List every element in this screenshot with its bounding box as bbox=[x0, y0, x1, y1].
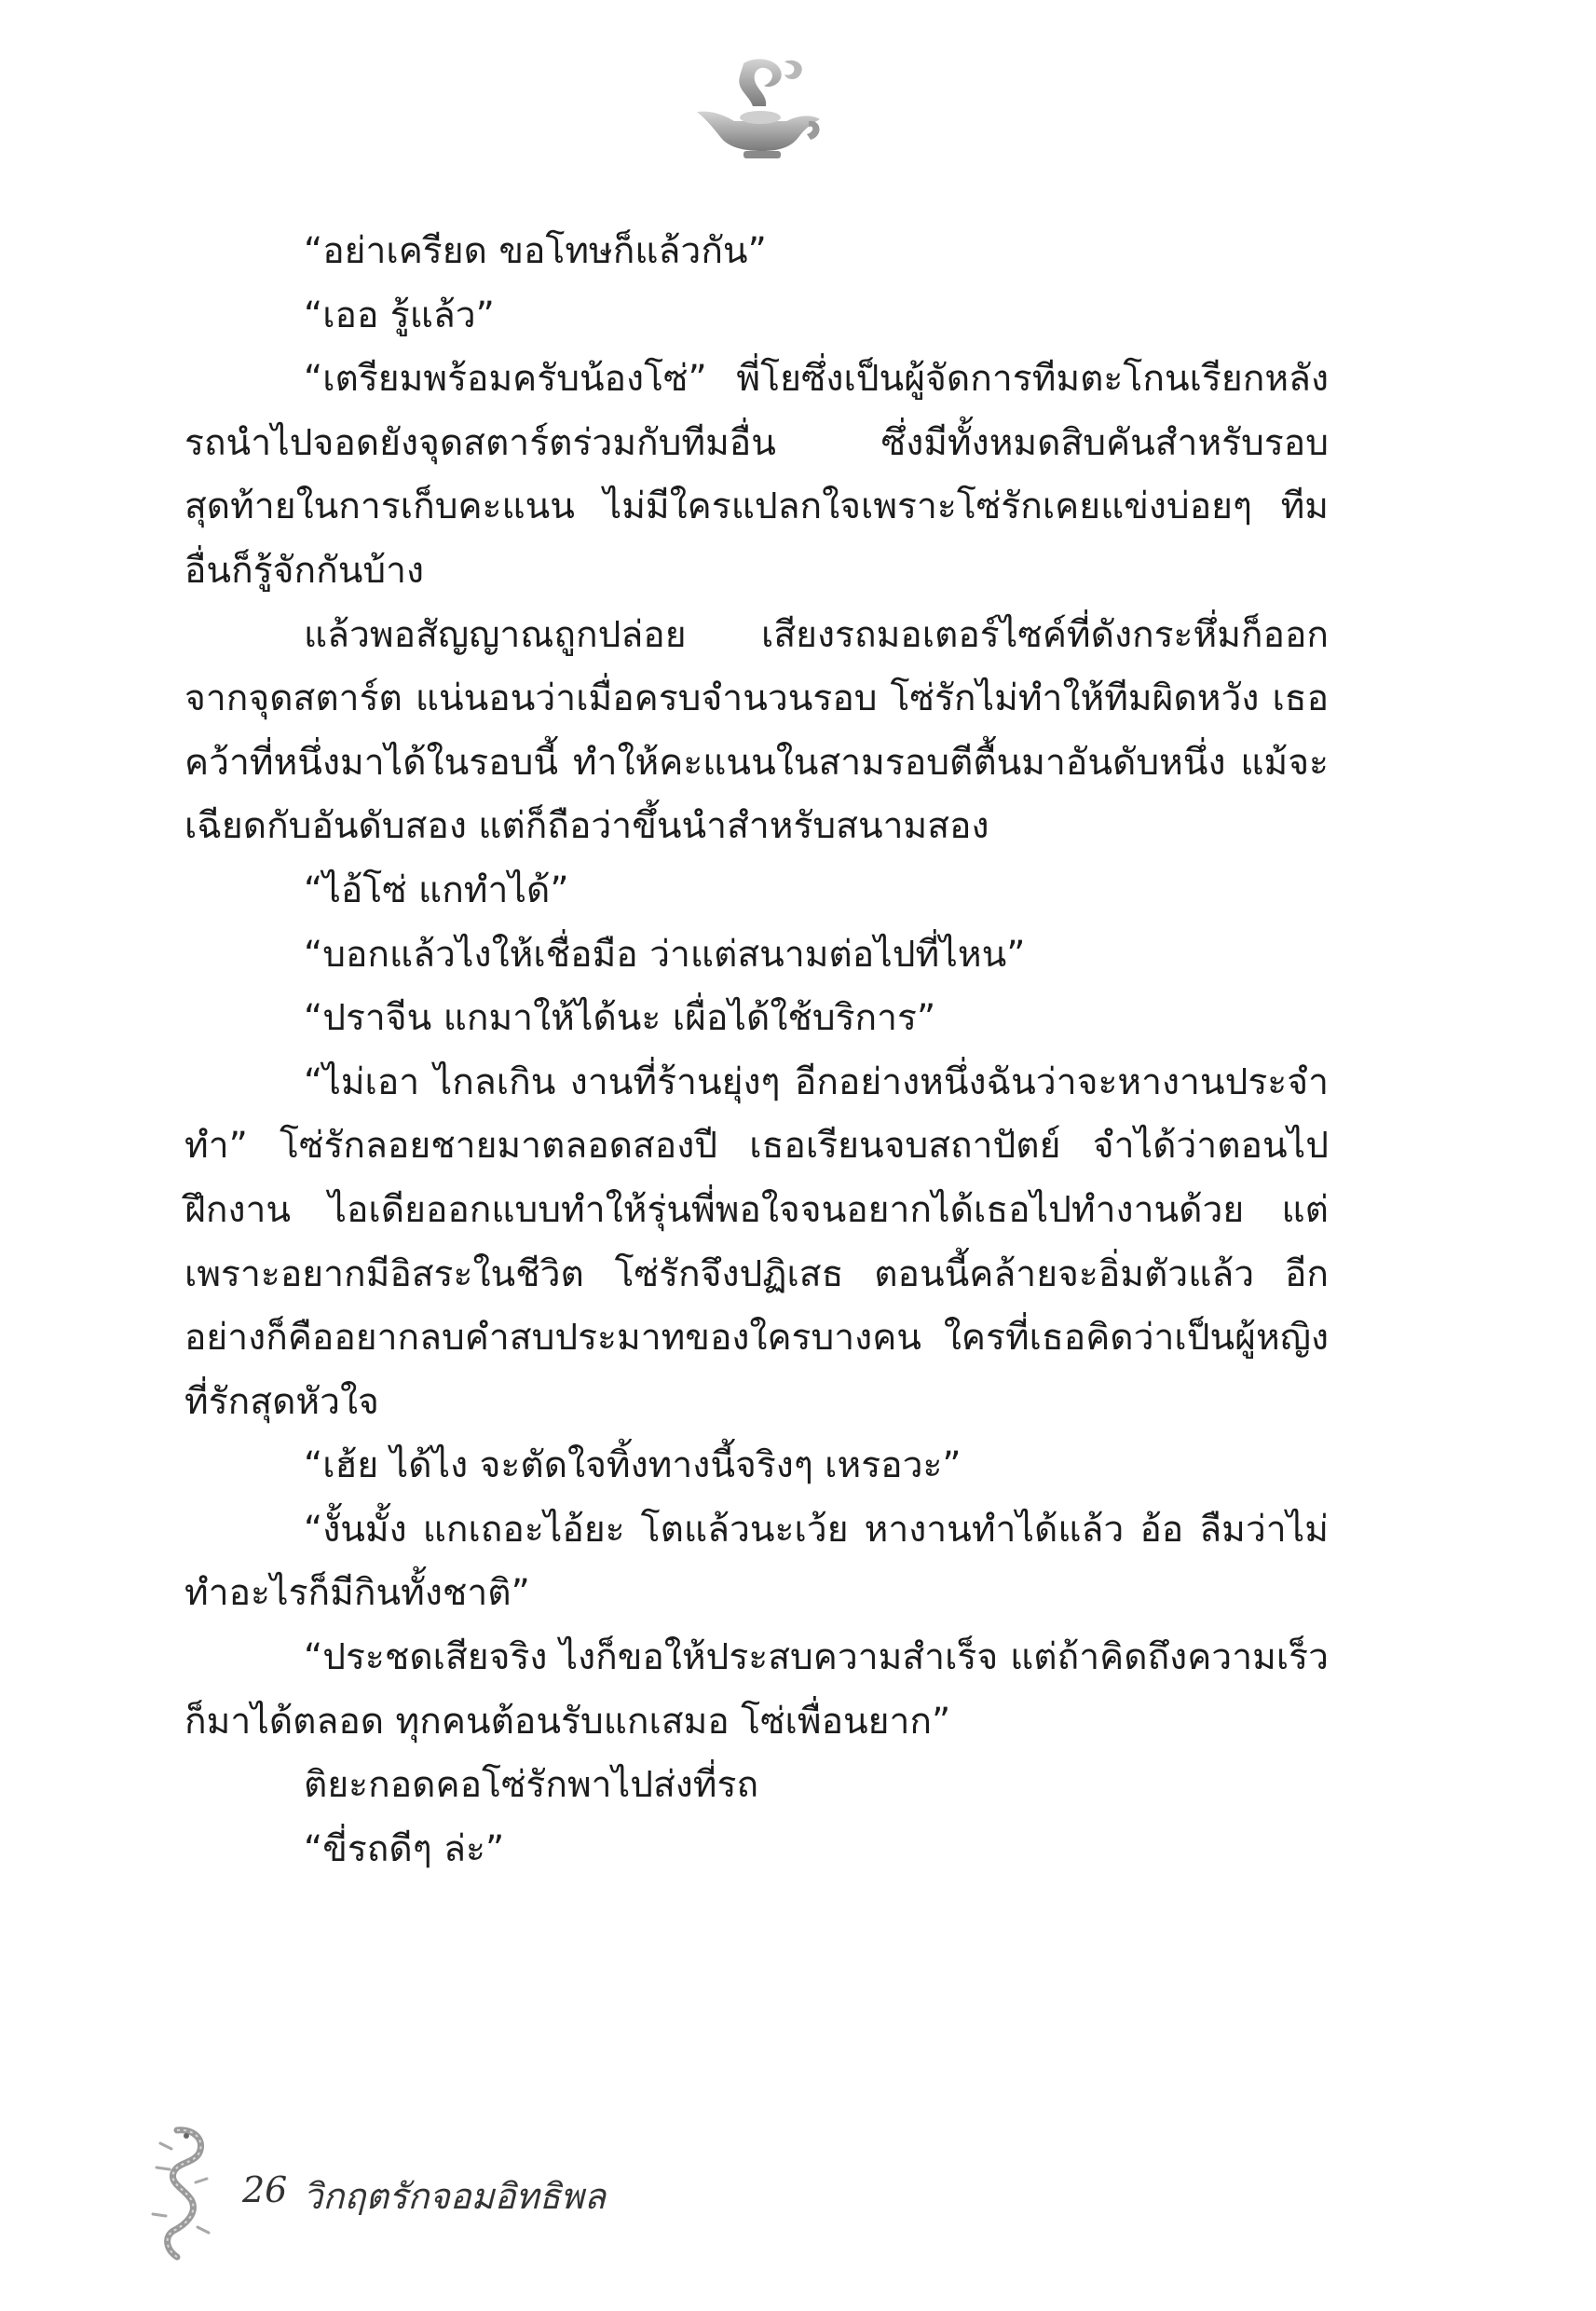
book-title: วิกฤตรักจอมอิทธิพล bbox=[303, 2176, 606, 2217]
paragraph: “อย่าเครียด ขอโทษก็แล้วกัน” bbox=[304, 230, 767, 272]
paragraph: “ไอ้โซ่ แกทำได้” bbox=[304, 868, 569, 911]
paragraph: “ปราจีน แกมาให้ได้นะ เผื่อได้ใช้บริการ” bbox=[304, 997, 936, 1040]
genie-lamp-icon bbox=[688, 54, 827, 166]
paragraph: “งั้นมั้ง แกเถอะไอ้ยะ โตแล้วนะเว้ย หางานทำได้แล้ว อ้อ ลืมว่าไม่ทำอะไรก็มีกินทั้งชาติ” bbox=[184, 1508, 1329, 1615]
paragraph: “เตรียมพร้อมครับน้องโซ่” พี่โยซึ่งเป็นผู้จัดการทีมตะโกนเรียกหลังรถนำไปจอดยังจุดสตาร์ตร่วมกับทีมอื่น ซึ่งมีทั้งหมดสิบคันสำหรับรอบสุดท้ายในการเก็บคะแนน ไม่มีใครแปลกใจเพราะโซ่รักเคยแข่งบ่อยๆ ทีมอื่นก็รู้จักกันบ้าง bbox=[184, 358, 1329, 592]
paragraph: “ขี่รถดีๆ ล่ะ” bbox=[304, 1827, 505, 1870]
paragraph: “บอกแล้วไงให้เชื่อมือ ว่าแต่สนามต่อไปที่ไหน” bbox=[304, 933, 1026, 976]
page-number: 26 bbox=[242, 2169, 288, 2210]
paragraph: “เฮ้ย ได้ไง จะตัดใจทิ้งทางนี้จริงๆ เหรอวะ” bbox=[304, 1444, 962, 1487]
dragon-icon bbox=[140, 2125, 224, 2264]
paragraph: “เออ รู้แล้ว” bbox=[304, 294, 495, 336]
paragraph: แล้วพอสัญญาณถูกปล่อย เสียงรถมอเตอร์ไซค์ที่ดังกระหึ่มก็ออกจากจุดสตาร์ต แน่นอนว่าเมื่อครบจำนวนรอบ โซ่รักไม่ทำให้ทีมผิดหวัง เธอคว้าที่หนึ่งมาได้ในรอบนี้ ทำให้คะแนนในสามรอบตีตื้นมาอันดับหนึ่ง แม้จะเฉียดกับอันดับสอง แต่ก็ถือว่าขึ้นนำสำหรับสนามสอง bbox=[184, 613, 1329, 848]
paragraph: ติยะกอดคอโซ่รักพาไปส่งที่รถ bbox=[304, 1764, 759, 1807]
paragraph: “ไม่เอา ไกลเกิน งานที่ร้านยุ่งๆ อีกอย่างหนึ่งฉันว่าจะหางานประจำทำ” โซ่รักลอยชายมาตลอดสองปี เธอเรียนจบสถาปัตย์ จำได้ว่าตอนไปฝึกงาน ไอเดียออกแบบทำให้รุ่นพี่พอใจจนอยากได้เธอไปทำงานด้วย แต่เพราะอยากมีอิสระในชีวิต โซ่รักจึงปฏิเสธ ตอนนี้คล้ายจะอิ่มตัวแล้ว อีกอย่างก็คืออยากลบคำสบประมาทของใครบางคน ใครที่เธอคิดว่าเป็นผู้หญิงที่รักสุดหัวใจ bbox=[184, 1060, 1329, 1423]
body-text bbox=[184, 220, 1329, 1881]
page-footer bbox=[140, 2125, 792, 2264]
paragraph: “ประชดเสียจริง ไงก็ขอให้ประสบความสำเร็จ แต่ถ้าคิดถึงความเร็วก็มาได้ตลอด ทุกคนต้อนรับแกเสมอ โซ่เพื่อนยาก” bbox=[184, 1636, 1329, 1743]
